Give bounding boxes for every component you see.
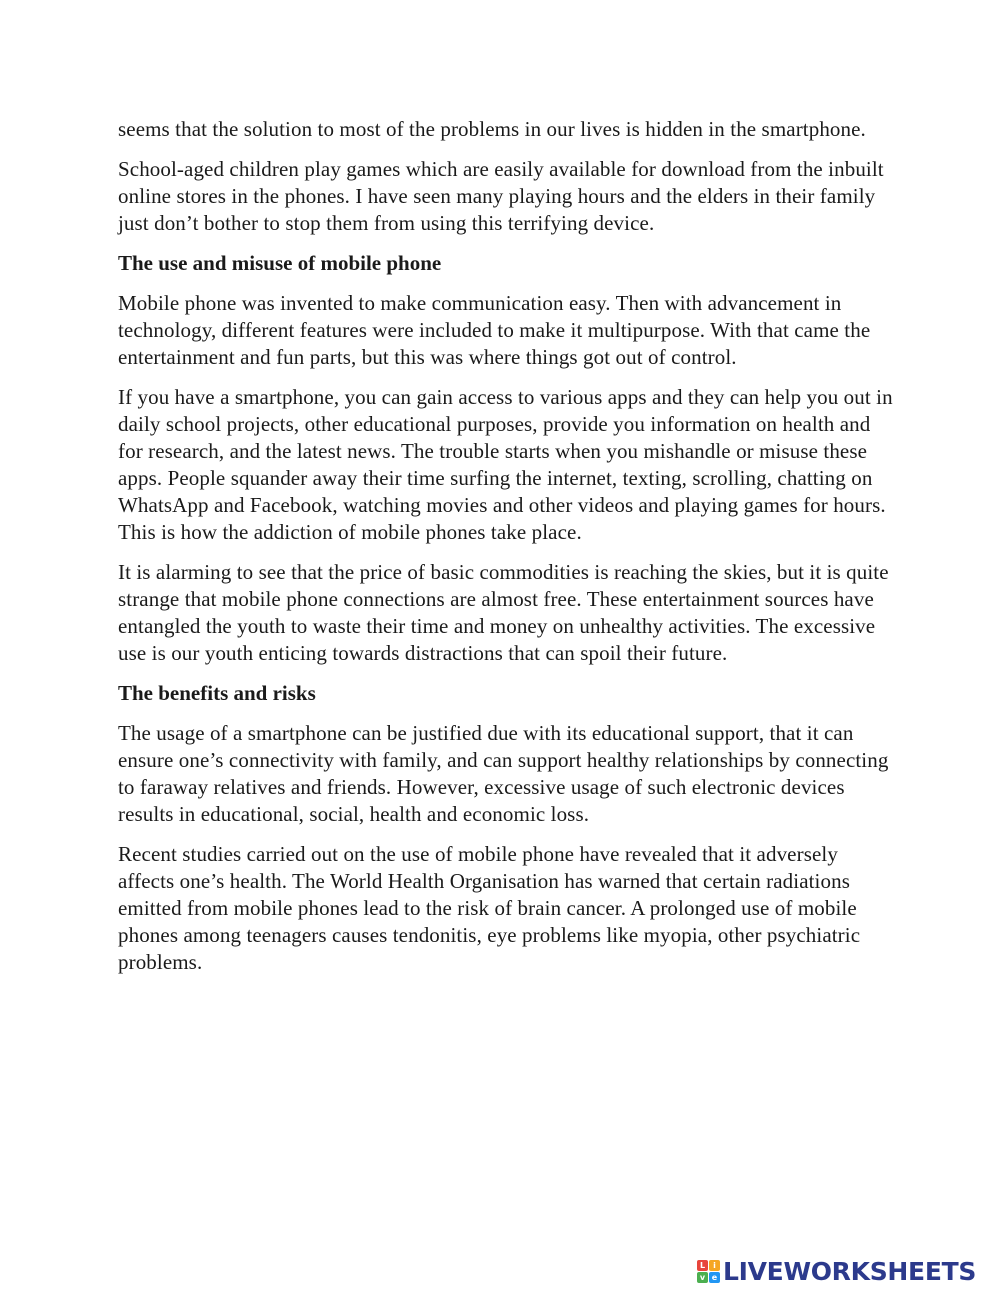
logo-mark-tile: e [709,1272,720,1283]
paragraph-apps: If you have a smartphone, you can gain access to various apps and they can help you out in daily school projects, other educational purposes, provide you information on health and for research, and the latest news. The trouble starts when you mishandle or misuse these apps. People squander away their time surfing the internet, texting, scrolling, chatting on WhatsApp and Facebook, watching movies and other videos and playing games for hours. This is how the addiction of mobile phones take place. [118,385,893,544]
paragraph-intro-continued: seems that the solution to most of the problems in our lives is hidden in the smartphone. [118,117,866,141]
logo-mark-tile: v [697,1272,708,1283]
paragraph-health-risks: Recent studies carried out on the use of mobile phone have revealed that it adversely affects one’s health. The World Health Organisation has warned that certain radiations emitted from mobile phones lead to the risk of brain cancer. A prolonged use of mobile phones among teenagers causes tendonitis, eye problems like myopia, other psychiatric problems. [118,842,861,974]
paragraph-prices: It is alarming to see that the price of basic commodities is reaching the skies, but it is quite strange that mobile phone connections are almost free. These entertainment sources have entangled the youth to waste their time and money on unhealthy activities. The excessive use is our youth enticing towards distractions that can spoil their future. [118,560,889,665]
logo-mark-tile: L [697,1260,708,1271]
paragraph-benefits: The usage of a smartphone can be justified due with its educational support, that it can ensure one’s connectivity with family, and can support healthy relationships by connecting to faraway relatives and friends. However, excessive usage of such electronic devices results in educational, social, health and economic loss. [118,721,889,826]
paragraph-invention: Mobile phone was invented to make communication easy. Then with advancement in technology, different features were included to make it multipurpose. With that came the entertainment and fun parts, but this was where things got out of control. [118,291,871,369]
document-body [118,116,898,989]
logo-text: LIVEWORKSHEETS [723,1256,977,1286]
heading-use-and-misuse: The use and misuse of mobile phone [118,251,442,275]
heading-benefits-and-risks: The benefits and risks [118,681,316,705]
liveworksheets-logo [697,1256,976,1286]
logo-mark-icon [697,1260,720,1283]
logo-mark-tile: i [709,1260,720,1271]
paragraph-school-children: School-aged children play games which are easily available for download from the inbuilt online stores in the phones. I have seen many playing hours and the elders in their family just don’t bother to stop them from using this terrifying device. [118,157,884,235]
